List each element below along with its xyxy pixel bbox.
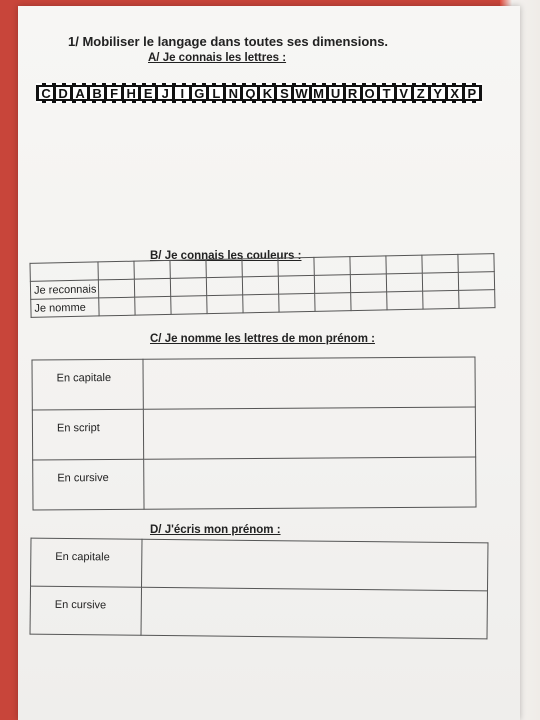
- color-cell: [423, 290, 459, 309]
- section-b-heading: B/ Je connais les couleurs :: [150, 250, 302, 262]
- color-cell: [243, 294, 279, 313]
- color-cell: [386, 273, 422, 292]
- letter-box: D: [55, 86, 71, 100]
- letter-box: H: [123, 86, 139, 100]
- color-cell: [206, 259, 242, 278]
- alphabet-strip: [36, 83, 482, 103]
- letter-box: X: [447, 86, 463, 100]
- color-cell: [458, 272, 494, 291]
- letter-box: R: [345, 86, 361, 100]
- color-cell: [279, 293, 315, 312]
- letter-box: W: [295, 86, 308, 101]
- color-cell: [98, 261, 134, 280]
- color-cell: [350, 256, 386, 275]
- letter-box: P: [464, 86, 480, 100]
- letter-box: T: [379, 86, 395, 100]
- colors-row-label: [30, 262, 98, 281]
- color-cell: [99, 297, 135, 316]
- writing-row: [33, 457, 476, 510]
- color-cell: [315, 293, 351, 312]
- writing-row-label: En script: [32, 409, 143, 460]
- writing-row: [32, 407, 475, 460]
- color-cell: [206, 277, 242, 296]
- color-cell: [134, 278, 170, 297]
- letter-box: N: [225, 86, 241, 100]
- writing-cell[interactable]: [143, 357, 475, 409]
- letter-box: Q: [242, 86, 258, 100]
- letter-box: A: [72, 86, 88, 100]
- colors-row-label: Je nomme: [31, 298, 99, 317]
- color-cell: [314, 257, 350, 276]
- write-name-table: [30, 538, 489, 640]
- color-cell: [242, 258, 278, 277]
- letter-box: E: [140, 86, 156, 100]
- color-cell: [135, 296, 171, 315]
- color-cell: [242, 276, 278, 295]
- writing-cell[interactable]: [142, 539, 488, 591]
- name-letters-table: [31, 356, 476, 510]
- letter-box: B: [89, 86, 105, 100]
- writing-row-label: En cursive: [33, 459, 144, 510]
- color-cell: [170, 260, 206, 279]
- letter-box: V: [396, 86, 412, 100]
- letter-box: C: [38, 86, 54, 100]
- color-cell: [422, 254, 458, 273]
- color-cell: [350, 274, 386, 293]
- section-c-heading: C/ Je nomme les lettres de mon prénom :: [150, 333, 375, 345]
- letter-box: L: [208, 86, 224, 100]
- letter-box: I: [174, 86, 190, 100]
- color-cell: [170, 278, 206, 297]
- color-cell: [387, 291, 423, 310]
- letter-box: G: [191, 86, 207, 100]
- letter-box: K: [259, 86, 275, 100]
- color-cell: [422, 272, 458, 291]
- color-cell: [171, 296, 207, 315]
- section-a-heading: A/ Je connais les lettres :: [148, 52, 287, 64]
- letter-box: M: [311, 86, 327, 100]
- letter-box: Z: [413, 86, 429, 100]
- letter-box: F: [106, 86, 122, 100]
- writing-cell[interactable]: [143, 407, 475, 459]
- colors-row-label: Je reconnais: [30, 280, 98, 299]
- colors-table: [29, 253, 495, 318]
- letter-box: U: [328, 86, 344, 100]
- writing-row-label: En capitale: [32, 359, 143, 410]
- section-d-heading: D/ J'écris mon prénom :: [150, 524, 281, 536]
- writing-row: [32, 357, 475, 410]
- color-cell: [314, 275, 350, 294]
- color-cell: [278, 275, 314, 294]
- color-cell: [458, 254, 494, 273]
- writing-cell[interactable]: [141, 587, 487, 639]
- color-cell: [134, 260, 170, 279]
- writing-row: [30, 586, 487, 639]
- color-cell: [98, 279, 134, 298]
- color-cell: [386, 255, 422, 274]
- letter-box: J: [157, 86, 173, 100]
- writing-row-label: En capitale: [31, 538, 142, 587]
- worksheet-title: 1/ Mobiliser le langage dans toutes ses dimensions.: [68, 34, 389, 49]
- writing-row: [31, 538, 488, 591]
- color-cell: [207, 295, 243, 314]
- letter-box: O: [362, 86, 378, 100]
- letter-box: S: [276, 86, 292, 100]
- color-cell: [459, 290, 495, 309]
- writing-row-label: En cursive: [30, 586, 141, 635]
- color-cell: [351, 292, 387, 311]
- color-cell: [278, 257, 314, 276]
- letter-box: Y: [430, 86, 446, 100]
- writing-cell[interactable]: [144, 457, 476, 509]
